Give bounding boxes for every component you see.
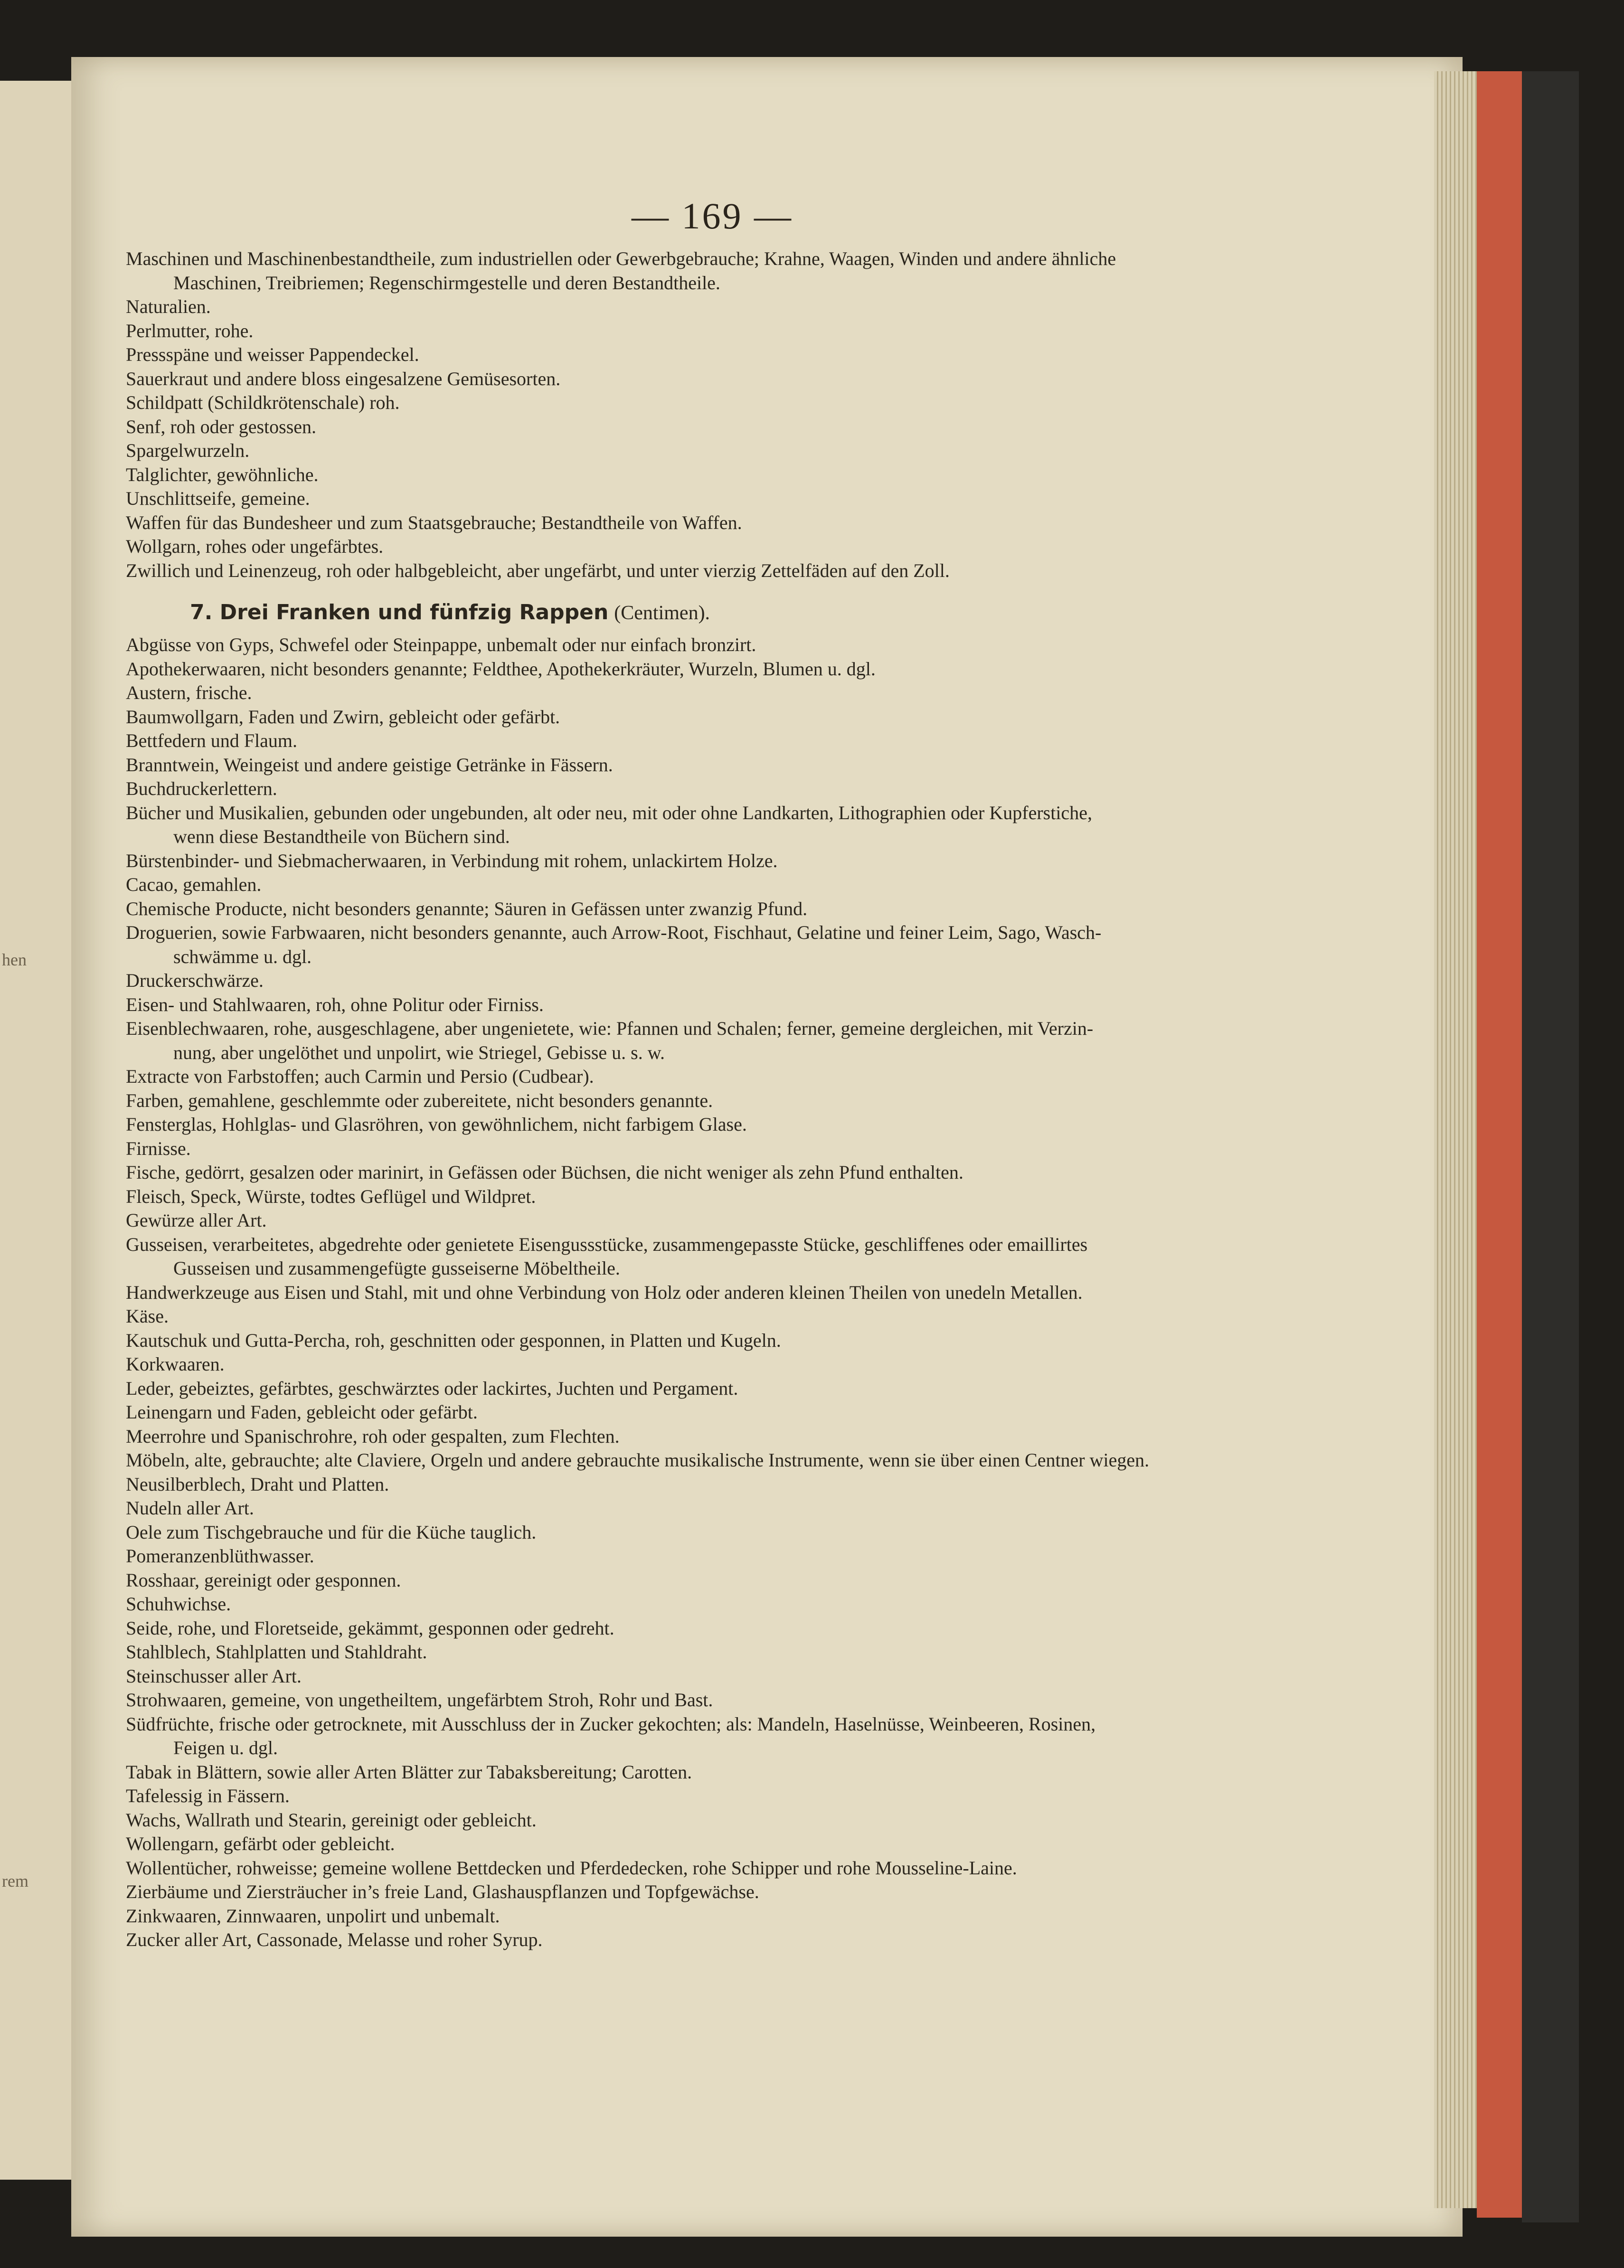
list-item: Wollentücher, rohweisse; gemeine wollene Bettdecken und Pferdedecken, rohe Schipper und rohe Mousseline-Laine. [126,1857,1017,1879]
list-item: Handwerkzeuge aus Eisen und Stahl, mit und ohne Verbindung von Holz oder anderen kleinen Theilen von unedeln Metallen. [126,1281,1083,1303]
list-item: Wollgarn, rohes oder ungefärbtes. [126,536,384,557]
list-item: Sauerkraut und andere bloss eingesalzene Gemüsesorten. [126,368,561,389]
list-item: Firnisse. [126,1137,191,1159]
list-item: Tabak in Blättern, sowie aller Arten Blätter zur Tabaksbereitung; Carotten. [126,1761,692,1783]
list-item: Neusilberblech, Draht und Platten. [126,1473,389,1495]
list-item: Fleisch, Speck, Würste, todtes Geflügel und Wildpret. [126,1185,536,1207]
list-item: Bettfedern und Flaum. [126,730,298,751]
list-item: Südfrüchte, frische oder getrocknete, mit Ausschluss der in Zucker gekochten; als: Mandeln, Haselnüsse, Weinbeeren, Rosinen, [126,1713,1096,1735]
page-number: — 169 — [632,195,793,236]
list-item: Nudeln aller Art. [126,1497,254,1519]
book-cover-back [1522,71,1579,2222]
list-item: Abgüsse von Gyps, Schwefel oder Steinpappe, unbemalt oder nur einfach bronzirt. [126,634,756,655]
list-item: Steinschusser aller Art. [126,1665,302,1687]
list-item: Austern, frische. [126,682,252,703]
left-page-fragment: rem [2,1871,28,1890]
list-item: Maschinen, Treibriemen; Regenschirmgestelle und deren Bestandtheile. [173,272,720,293]
list-item: Möbeln, alte, gebrauchte; alte Claviere, Orgeln und andere gebrauchte musikalische Instrumente, wenn sie über einen Centner wiegen. [126,1449,1150,1471]
list-item: Extracte von Farbstoffen; auch Carmin und Persio (Cudbear). [126,1066,594,1087]
list-item: Apothekerwaaren, nicht besonders genannte; Feldthee, Apothekerkräuter, Wurzeln, Blumen u. dgl. [126,658,876,680]
list-item: Zucker aller Art, Cassonade, Melasse und roher Syrup. [126,1929,543,1950]
section-heading-subtitle: (Centimen). [614,602,710,624]
list-item: Pressspäne und weisser Pappendeckel. [126,344,419,365]
list-item: Strohwaaren, gemeine, von ungetheiltem, ungefärbtem Stroh, Rohr und Bast. [126,1689,713,1710]
list-item: Naturalien. [126,296,211,317]
list-item: Kautschuk und Gutta-Percha, roh, geschnitten oder gesponnen, in Platten und Kugeln. [126,1329,781,1351]
list-item: nung, aber ungelöthet und unpolirt, wie Striegel, Gebisse u. s. w. [173,1041,665,1063]
section-heading-title: 7. Drei Franken und fünfzig Rappen [190,600,609,624]
list-item: Bürstenbinder- und Siebmacherwaaren, in Verbindung mit rohem, unlackirtem Holze. [126,850,778,871]
left-page-edge [0,81,74,2180]
list-item: Wachs, Wallrath und Stearin, gereinigt oder gebleicht. [126,1809,537,1831]
page-stack-edge [1434,71,1477,2208]
list-item: Fische, gedörrt, gesalzen oder marinirt, in Gefässen oder Büchsen, die nicht weniger als zehn Pfund enthalten. [126,1162,963,1183]
list-item: Eisen- und Stahlwaaren, roh, ohne Politur oder Firniss. [126,993,544,1015]
list-item: Talglichter, gewöhnliche. [126,463,319,485]
list-item: Leinengarn und Faden, gebleicht oder gefärbt. [126,1401,478,1423]
list-item: Chemische Producte, nicht besonders genannte; Säuren in Gefässen unter zwanzig Pfund. [126,898,808,919]
list-item: Käse. [126,1305,169,1327]
list-item: Gusseisen und zusammengefügte gusseiserne Möbeltheile. [173,1257,620,1279]
list-item: Zwillich und Leinenzeug, roh oder halbgebleicht, aber ungefärbt, und unter vierzig Zettelfäden auf den Zoll. [126,559,950,581]
list-item: Baumwollgarn, Faden und Zwirn, gebleicht oder gefärbt. [126,706,560,728]
list-item: Buchdruckerlettern. [126,778,277,799]
list-item: wenn diese Bestandtheile von Büchern sind. [173,826,510,847]
list-item: Oele zum Tischgebrauche und für die Küche tauglich. [126,1521,537,1543]
list-item: Senf, roh oder gestossen. [126,416,317,437]
list-group-1 [126,247,1341,583]
list-item: Perlmutter, rohe. [126,320,254,341]
left-page-fragment: hen [2,950,27,969]
list-item: Eisenblechwaaren, rohe, ausgeschlagene, aber ungenietete, wie: Pfannen und Schalen; ferner, gemeine dergleichen, mit Verzin- [126,1018,1094,1039]
list-item: Stahlblech, Stahlplatten und Stahldraht. [126,1641,427,1663]
page-body [126,247,1341,1952]
list-item: Wollengarn, gefärbt oder gebleicht. [126,1833,395,1854]
list-item: Gusseisen, verarbeitetes, abgedrehte oder genietete Eisengussstücke, zusammengepasste Stücke, geschliffenes oder emaillirtes [126,1233,1088,1255]
list-item: Pomeranzenblüthwasser. [126,1545,314,1567]
list-item: Gewürze aller Art. [126,1210,267,1231]
list-item: Farben, gemahlene, geschlemmte oder zubereitete, nicht besonders genannte. [126,1089,713,1111]
list-item: Feigen u. dgl. [173,1737,278,1758]
list-item: Zierbäume und Ziersträucher in’s freie Land, Glashauspflanzen und Topfgewächse. [126,1881,759,1902]
list-item: Seide, rohe, und Floretseide, gekämmt, gesponnen oder gedreht. [126,1617,614,1639]
list-item: Waffen für das Bundesheer und zum Staatsgebrauche; Bestandtheile von Waffen. [126,511,742,533]
list-group-2 [126,633,1341,1952]
list-item: Cacao, gemahlen. [126,874,262,895]
list-item: Druckerschwärze. [126,970,264,991]
list-item: Maschinen und Maschinenbestandtheile, zum industriellen oder Gewerbgebrauche; Krahne, Waagen, Winden und andere ähnliche [126,248,1116,269]
list-item: Korkwaaren. [126,1353,225,1375]
list-item: Spargelwurzeln. [126,440,250,461]
list-item: Branntwein, Weingeist und andere geistige Getränke in Fässern. [126,754,613,775]
list-item: Rosshaar, gereinigt oder gesponnen. [126,1569,401,1591]
list-item: Schildpatt (Schildkrötenschale) roh. [126,392,400,413]
book-cover-edge [1477,71,1522,2218]
list-item: Schuhwichse. [126,1593,231,1615]
list-item: Unschlittseife, gemeine. [126,488,310,509]
list-item: Tafelessig in Fässern. [126,1785,290,1806]
list-item: Fensterglas, Hohlglas- und Glasröhren, von gewöhnlichem, nicht farbigem Glase. [126,1114,747,1135]
section-heading [126,599,1341,626]
list-item: Droguerien, sowie Farbwaaren, nicht besonders genannte, auch Arrow-Root, Fischhaut, Gelatine und feiner Leim, Sago, Wasch- [126,922,1102,943]
list-item: Leder, gebeiztes, gefärbtes, geschwärztes oder lackirtes, Juchten und Pergament. [126,1377,738,1399]
list-item: schwämme u. dgl. [173,945,312,967]
list-item: Bücher und Musikalien, gebunden oder ungebunden, alt oder neu, mit oder ohne Landkarten, Lithographien oder Kupferstiche, [126,802,1092,823]
list-item: Zinkwaaren, Zinnwaaren, unpolirt und unbemalt. [126,1905,500,1927]
list-item: Meerrohre und Spanischrohre, roh oder gespalten, zum Flechten. [126,1425,620,1447]
